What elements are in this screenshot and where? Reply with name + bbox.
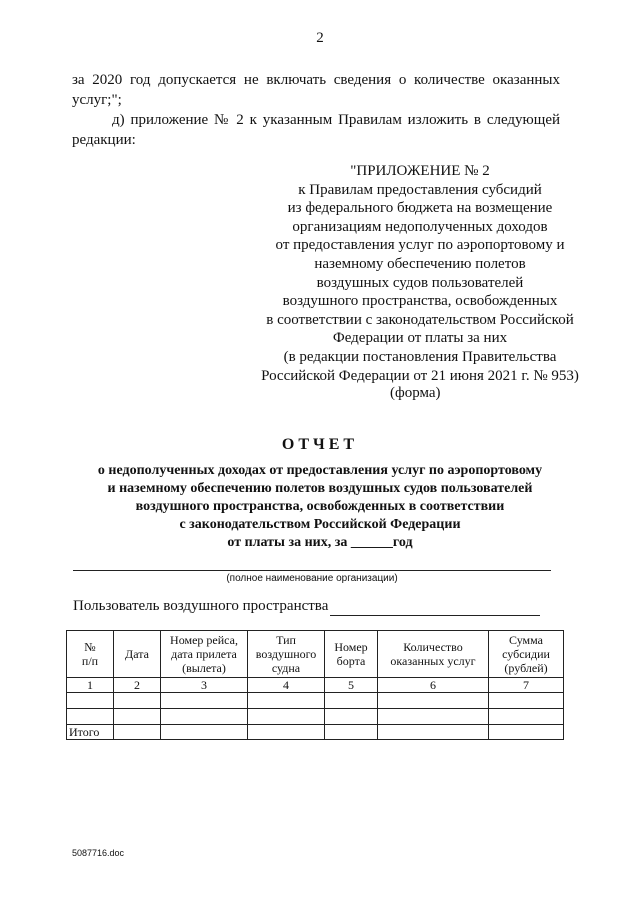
airspace-user-line [330, 615, 540, 616]
airspace-user-label: Пользователь воздушного пространства [73, 598, 329, 614]
column-number: 6 [378, 678, 489, 693]
report-table [66, 630, 564, 740]
column-number: 7 [489, 678, 564, 693]
appendix-line: наземному обеспечению полетов [314, 255, 526, 272]
organization-caption: (полное наименование организации) [226, 573, 398, 584]
appendix-line: к Правилам предоставления субсидий [298, 181, 542, 198]
paragraph-line: д) приложение № 2 к указанным Правилам изложить в следующей [112, 112, 560, 128]
appendix-line: воздушного пространства, освобожденных [282, 293, 558, 310]
header-subsidy-amount: Сумма субсидии (рублей) [489, 631, 564, 678]
header-number: № п/п [67, 631, 114, 678]
header-aircraft-type: Тип воздушного судна [248, 631, 325, 678]
column-number: 2 [114, 678, 161, 693]
appendix-line: (в редакции постановления Правительства [283, 348, 557, 365]
paragraph-continuation [72, 70, 560, 110]
header-tail-number: Номер борта [325, 631, 378, 678]
table-row [67, 709, 564, 725]
form-label: (форма) [390, 385, 441, 401]
header-flight: Номер рейса, дата прилета (вылета) [161, 631, 248, 678]
table-header-row [67, 631, 564, 678]
page-number: 2 [316, 30, 324, 46]
organization-name-line [73, 570, 551, 571]
table-column-numbers-row [67, 678, 564, 693]
header-services-count: Количество оказанных услуг [378, 631, 489, 678]
paragraph-line: редакции: [72, 132, 136, 148]
subject-line: и наземному обеспечению полетов воздушных судов пользователей [107, 481, 533, 496]
appendix-line: Федерации от платы за них [332, 330, 508, 347]
table-row [67, 693, 564, 709]
column-number: 1 [67, 678, 114, 693]
subject-line: от платы за них, за ______год [227, 535, 413, 550]
subject-line: о недополученных доходах от предоставления услуг по аэропортовому [97, 463, 543, 478]
report-title: ОТЧЕТ [281, 436, 359, 453]
paragraph-amendment [72, 110, 560, 150]
appendix-line: в соответствии с законодательством Российской [266, 311, 574, 328]
header-date: Дата [114, 631, 161, 678]
document-id: 5087716.doc [72, 848, 125, 858]
paragraph-line: услуг;"; [72, 92, 122, 108]
appendix-header [220, 162, 620, 385]
appendix-line: из федерального бюджета на возмещение [287, 200, 553, 217]
column-number: 3 [161, 678, 248, 693]
total-label: Итого [67, 725, 114, 740]
appendix-line: организациям недополученных доходов [292, 218, 548, 235]
appendix-line: от предоставления услуг по аэропортовому и [275, 237, 565, 254]
column-number: 4 [248, 678, 325, 693]
appendix-line: "ПРИЛОЖЕНИЕ № 2 [350, 163, 490, 179]
subject-line: воздушного пространства, освобожденных в соответствии [135, 499, 505, 514]
appendix-line: Российской Федерации от 21 июня 2021 г. № 953) [261, 367, 579, 384]
paragraph-line: за 2020 год допускается не включать сведения о количестве оказанных [72, 72, 560, 88]
report-subject [60, 462, 580, 552]
subject-line: с законодательством Российской Федерации [179, 517, 461, 532]
table-total-row [67, 725, 564, 740]
appendix-line: воздушных судов пользователей [316, 274, 524, 291]
column-number: 5 [325, 678, 378, 693]
